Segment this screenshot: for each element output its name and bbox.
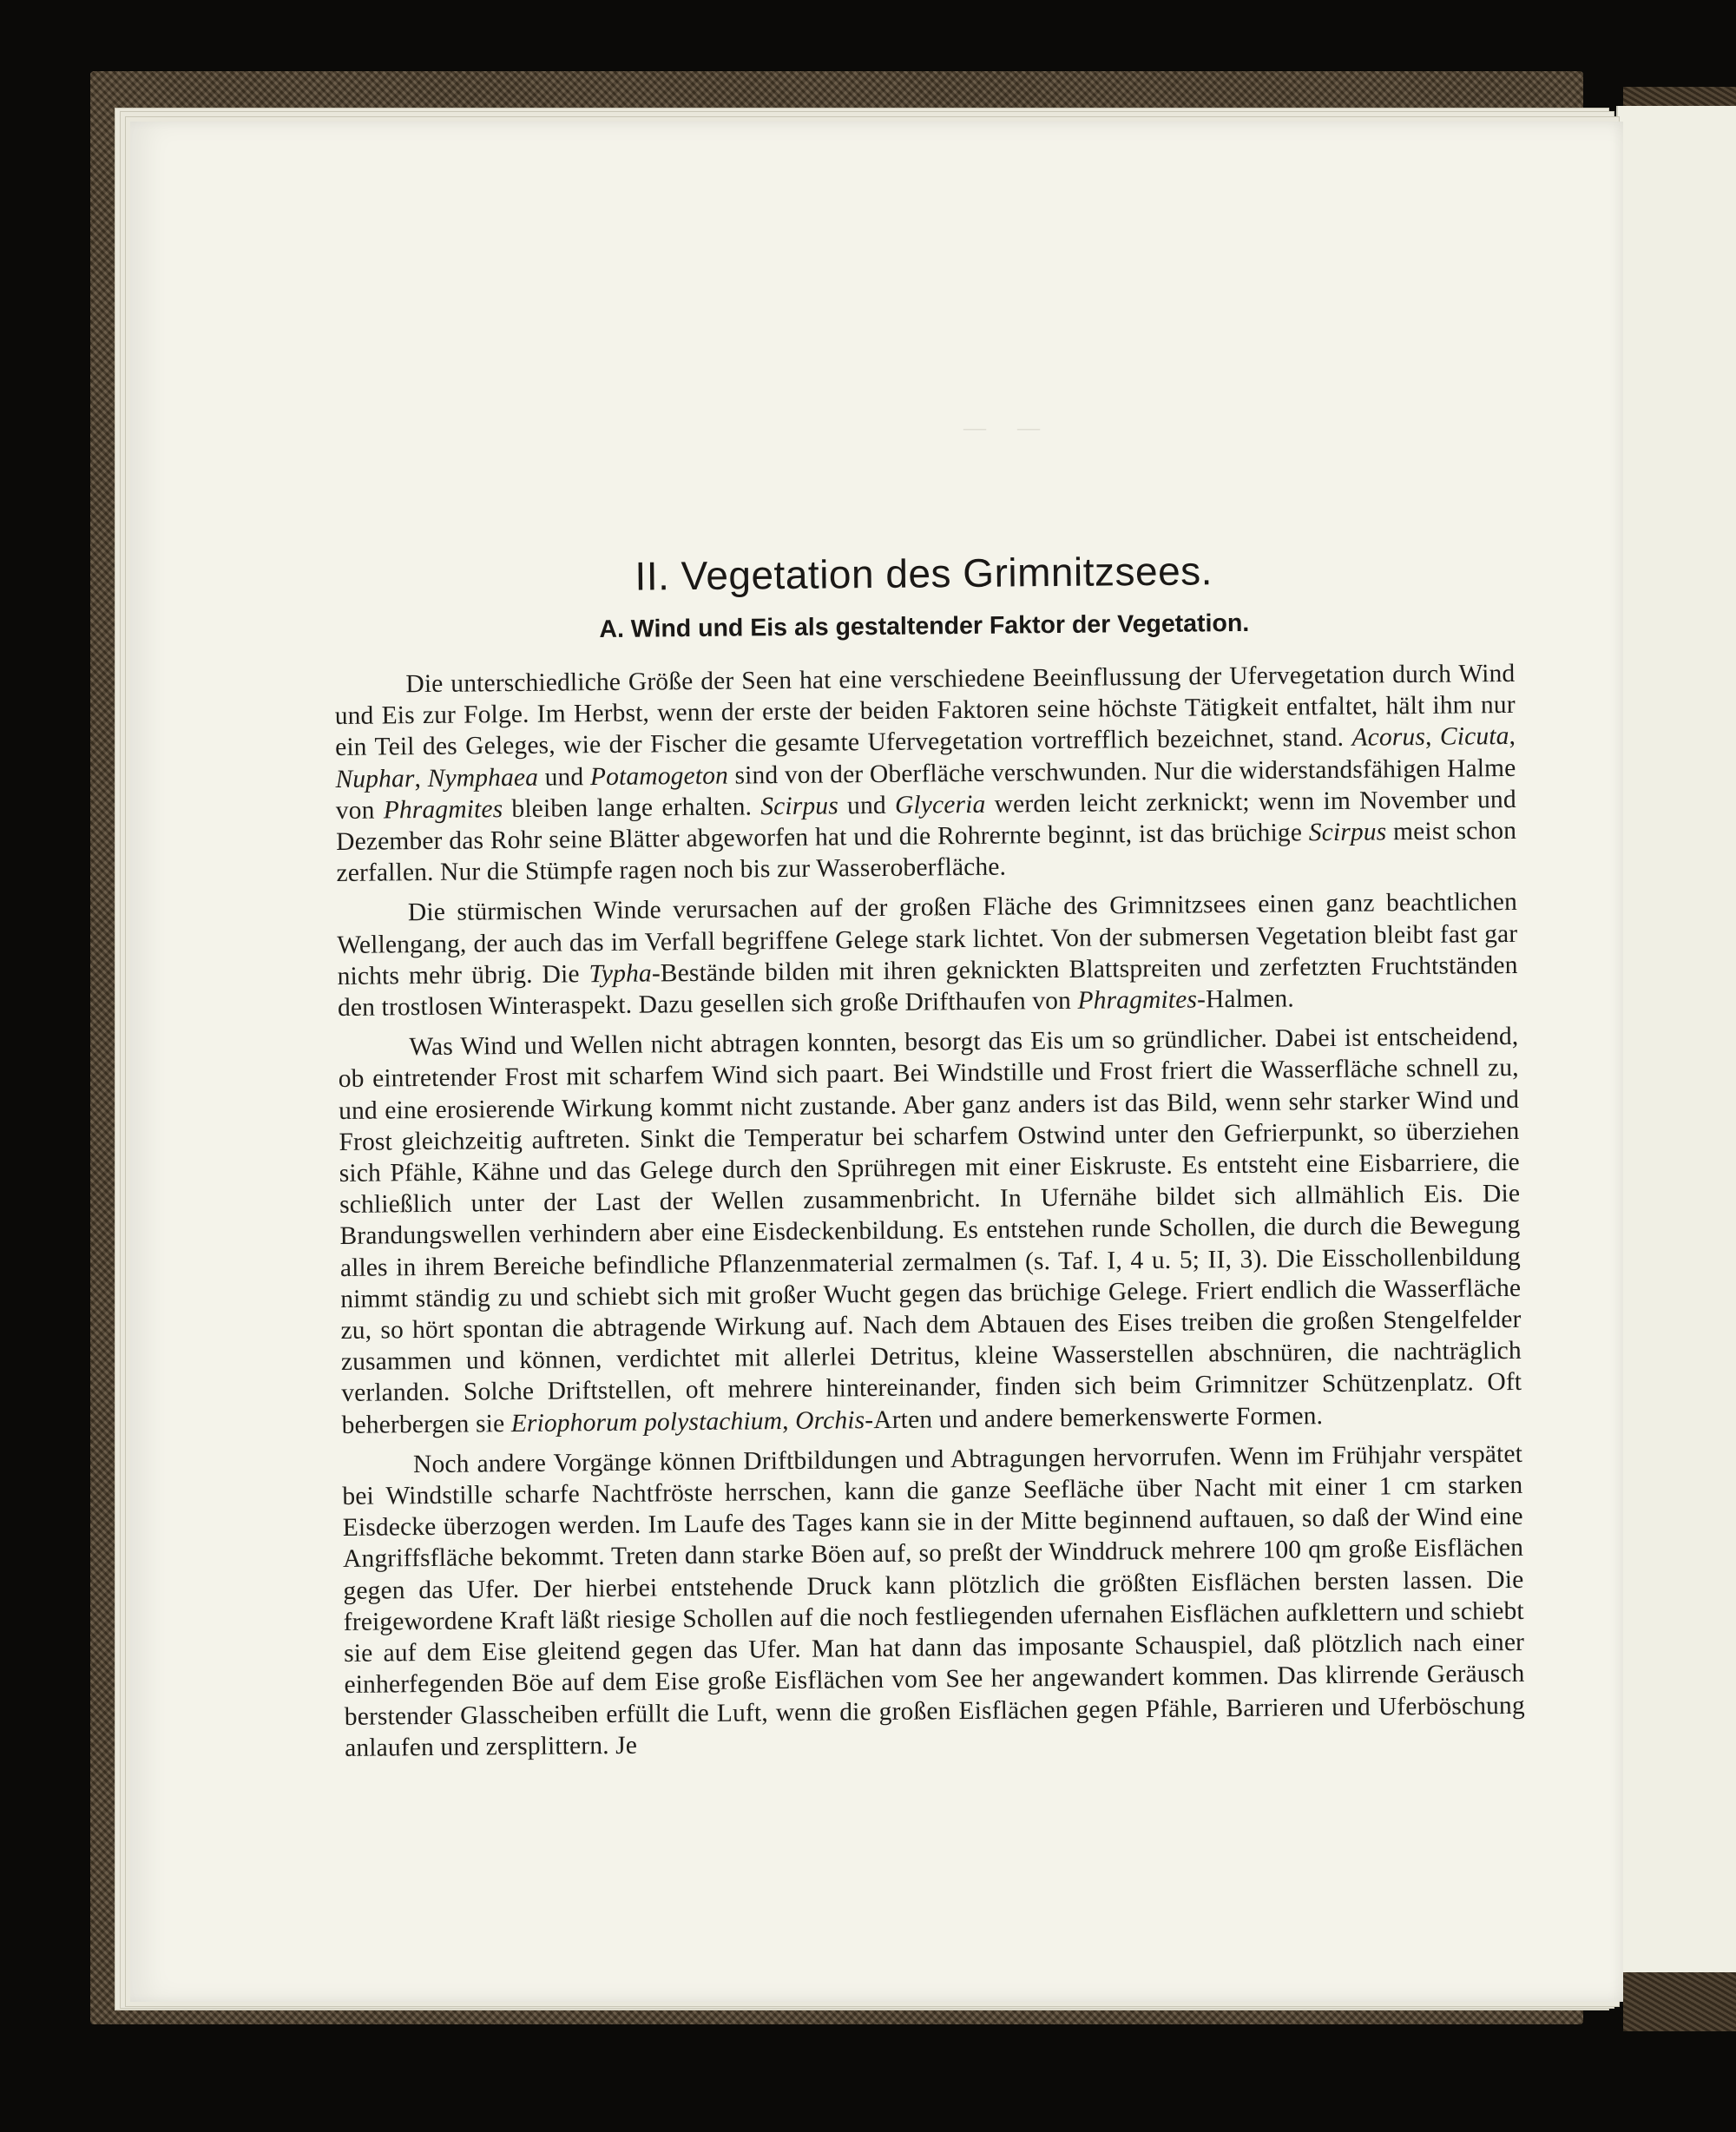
italic-taxon-name: Acorus bbox=[1351, 723, 1426, 753]
italic-taxon-name: Scirpus bbox=[760, 792, 839, 821]
facing-page-edge bbox=[1616, 106, 1736, 1972]
paragraph bbox=[337, 886, 1518, 1023]
body-text bbox=[334, 658, 1525, 1764]
text-run: , bbox=[1509, 722, 1516, 751]
text-run: und bbox=[537, 762, 591, 792]
italic-taxon-name: Glyceria bbox=[894, 790, 986, 819]
text-run: -Bestände bilden mit ihren geknickten Blattspreiten und zerfetzten Fruchtständen den trostlosen Winteraspekt. Dazu gesellen sich große Drifthaufen von bbox=[337, 951, 1518, 1023]
show-through-text: — — bbox=[963, 415, 1042, 440]
paragraph bbox=[338, 1021, 1522, 1441]
italic-taxon-name: Nuphar bbox=[335, 764, 415, 793]
italic-taxon-name: Potamogeton bbox=[589, 761, 729, 791]
text-run: -Arten und andere bemerkenswerte Formen. bbox=[865, 1401, 1324, 1434]
text-run: , bbox=[781, 1406, 796, 1435]
text-run: Die unterschiedliche Größe der Seen hat eine verschiedene Beeinflussung der Ufervegetation durch Wind und Eis zur Folge. Im Herbst, wenn der erste der beiden Faktoren seine höchste Tätigkeit entfaltet, hält ihm nur ein Teil des Geleges, wie der Fischer die gesamte Ufervegetation vortrefflich bezeichnet, stand. bbox=[334, 659, 1516, 762]
text-run: sind von der Oberfläche verschwunden. Nur die widerstandsfähigen Halme von bbox=[335, 753, 1516, 825]
text-run: und bbox=[838, 791, 896, 820]
paragraph bbox=[342, 1438, 1525, 1764]
italic-taxon-name: Scirpus bbox=[1308, 818, 1387, 847]
paragraph bbox=[334, 658, 1516, 889]
text-run: , bbox=[1424, 723, 1441, 752]
text-run: meist schon zerfallen. Nur die Stümpfe ragen noch bis zur Wasseroberfläche. bbox=[336, 816, 1517, 888]
italic-taxon-name: Typha bbox=[589, 959, 653, 989]
text-run: Noch andere Vorgänge können Driftbildungen und Abtragungen hervorrufen. Wenn im Frühjahr verspätet bei Windstille scharfe Nachtfröste herrschen, kann die ganze Seefläche über Nacht mit einer 1 cm starken Eisdecke überzogen werden. Im Laufe des Tages kann sie in der Mitte beginnend auftauen, so daß der Wind eine Angriffsfläche bekommt. Treten dann starke Böen auf, so preßt der Winddruck mehrere 100 qm große Eisflächen gegen das Ufer. Der hierbei entstehende Druck kann plötzlich die größten Eisflächen bersten lassen. Die freigewordene Kraft läßt riesige Schollen auf die noch festliegenden ufernahen Eisflächen aufklettern und schiebt sie auf dem Eise gleitend gegen das Ufer. Man hat dann das imposante Schauspiel, daß plötzlich nach einer einherfegenden Böe auf dem Eise große Eisflächen vom See her angewandert kommen. Das klirrende Geräusch berstender Glasscheiben erfüllt die Luft, wenn die großen Eisflächen gegen Pfähle, Barrieren und Uferböschung anlaufen und zersplittern. Je bbox=[342, 1439, 1525, 1762]
text-run: werden leicht zerknickt; wenn im November und Dezember das Rohr seine Blätter abgeworfen hat und die Rohrernte beginnt, ist das brüchige bbox=[336, 785, 1516, 856]
italic-taxon-name: Nymphaea bbox=[427, 763, 539, 793]
chapter-title: II. Vegetation des Grimnitzsees. bbox=[635, 548, 1213, 599]
italic-taxon-name: Cicuta bbox=[1439, 722, 1509, 752]
section-heading: A. Wind und Eis als gestaltender Faktor der Vegetation. bbox=[599, 609, 1250, 644]
italic-taxon-name: Phragmites bbox=[1077, 985, 1198, 1015]
page-content bbox=[333, 544, 1525, 1773]
text-run: -Halmen. bbox=[1196, 984, 1294, 1014]
text-run: , bbox=[414, 764, 428, 793]
italic-taxon-name: Eriophorum polystachium bbox=[510, 1406, 783, 1438]
text-run: Die stürmischen Winde verursachen auf der großen Fläche des Grimnitzsees einen ganz beachtlichen Wellengang, der auch das im Verfall begriffene Gelege stark lichtet. Von der submersen Vegetation bleibt fast gar nichts mehr übrig. Die bbox=[337, 888, 1518, 990]
text-run: bleiben lange erhalten. bbox=[503, 793, 761, 823]
italic-taxon-name: Phragmites bbox=[383, 794, 503, 825]
italic-taxon-name: Orchis bbox=[795, 1405, 865, 1435]
text-run: Was Wind und Wellen nicht abtragen konnten, besorgt das Eis um so gründlicher. Dabei ist entscheidend, ob eintretender Frost mit scharfem Wind sich paart. Bei Windstille und Frost friert die Wasserfläche schnell zu, und eine erosierende Wirkung kommt nicht zustande. Aber ganz anders ist das Bild, wenn sehr starker Wind und Frost gleichzeitig auftreten. Sinkt die Temperatur bei scharfem Ostwind unter den Gefrierpunkt, so überziehen sich Pfähle, Kähne und das Gelege durch den Sprühregen mit einer Eiskruste. Es entsteht eine Eisbarriere, die schließlich unter der Last der Wellen zusammenbricht. In Ufernähe bildet sich allmählich Eis. Die Brandungswellen verhindern aber eine Eisdeckenbildung. Es entstehen runde Schollen, die durch die Bewegung alles in ihrem Bereiche befindliche Pflanzenmaterial zermalmen (s. Taf. I, 4 u. 5; II, 3). Die Eisschollenbildung nimmt ständig zu und schiebt sich mit großer Wucht gegen das brüchige Gelege. Friert endlich die Wasserfläche zu, so hört spontan die abtragende Wirkung auf. Nach dem Abtauen des Eises treiben die großen Stengelfelder zusammen und können, verdichtet mit allerlei Detritus, kleine Wasserstellen abschnüren, die nachträglich verlanden. Solche Driftstellen, oft mehrere hintereinander, finden sich beim Grimnitzer Schützenplatz. Oft beherbergen sie bbox=[338, 1023, 1522, 1439]
